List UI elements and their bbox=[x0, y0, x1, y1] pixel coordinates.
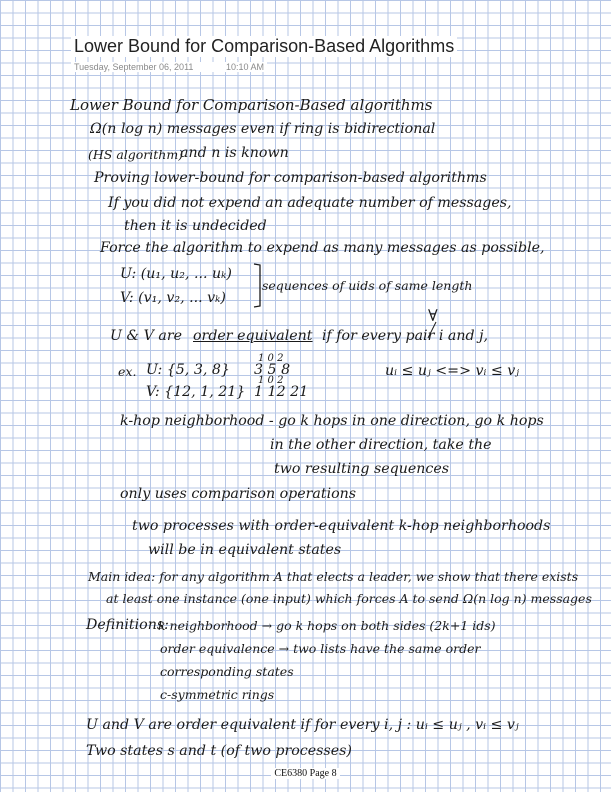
last-line-2: Two states s and t (of two processes) bbox=[86, 743, 352, 759]
note-line-3a: (HS algorithm) bbox=[88, 147, 184, 162]
example-label: ex. bbox=[118, 364, 137, 379]
page-time: 10:10 AM bbox=[225, 62, 264, 72]
definition-3: corresponding states bbox=[160, 664, 294, 679]
footer-label: CE6380 Page 8 bbox=[271, 768, 339, 779]
last-line-1: U and V are order equivalent if for every i, j : uᵢ ≤ uⱼ , vᵢ ≤ vⱼ bbox=[86, 717, 519, 733]
definition-4: c-symmetric rings bbox=[160, 687, 275, 702]
page-date: Tuesday, September 06, 2011 bbox=[74, 62, 194, 72]
v-sequence: V: (v₁, v₂, ... vₖ) bbox=[120, 290, 226, 306]
sequence-bracket bbox=[254, 264, 260, 307]
forall-arrow bbox=[428, 322, 436, 338]
khop-line-2: in the other direction, take the bbox=[270, 437, 492, 453]
order-equiv-term: order equivalent bbox=[193, 328, 313, 344]
example-u: U: {5, 3, 8} bbox=[146, 362, 230, 378]
main-idea-2: at least one instance (one input) which forces A to send Ω(n log n) messages bbox=[106, 591, 592, 606]
order-equiv-a: U & V are bbox=[110, 328, 182, 344]
definitions-label: Definitions: bbox=[86, 617, 169, 633]
note-line-6: then it is undecided bbox=[124, 218, 267, 234]
example-v-values: 1 12 21 bbox=[254, 384, 309, 400]
notes-heading: Lower Bound for Comparison-Based algorithms bbox=[70, 96, 433, 114]
khop-line-3: two resulting sequences bbox=[274, 461, 450, 477]
two-processes-2: will be in equivalent states bbox=[148, 542, 342, 558]
sequence-note: sequences of uids of same length bbox=[262, 278, 473, 293]
example-v: V: {12, 1, 21} bbox=[146, 384, 246, 400]
comparison-only: only uses comparison operations bbox=[120, 486, 357, 502]
page-footer bbox=[0, 768, 611, 779]
two-processes-1: two processes with order-equivalent k-hop neighborhoods bbox=[132, 518, 551, 534]
main-idea-1: Main idea: for any algorithm A that elects a leader, we show that there exists bbox=[88, 569, 579, 584]
order-equiv-condition: uᵢ ≤ uⱼ <=> vᵢ ≤ vⱼ bbox=[385, 363, 520, 379]
note-line-7: Force the algorithm to expend as many messages as possible, bbox=[100, 240, 545, 256]
order-equiv-b: if for every pair i and j, bbox=[322, 328, 489, 344]
forall-symbol: ∀ bbox=[428, 306, 438, 325]
example-u-index: 1 0 2 bbox=[258, 353, 284, 364]
example-u-values: 3 5 8 bbox=[254, 362, 291, 378]
note-line-4: Proving lower-bound for comparison-based algorithms bbox=[94, 170, 487, 186]
note-line-3b: and n is known bbox=[180, 145, 289, 161]
definition-1: k neighborhood → go k hops on both sides (2k+1 ids) bbox=[158, 618, 496, 633]
khop-line-1: k-hop neighborhood - go k hops in one direction, go k hops bbox=[120, 413, 544, 429]
note-line-2: Ω(n log n) messages even if ring is bidirectional bbox=[90, 121, 436, 137]
page-title: Lower Bound for Comparison-Based Algorithms bbox=[71, 36, 457, 57]
definition-2: order equivalence → two lists have the same order bbox=[160, 641, 481, 656]
u-sequence: U: (u₁, u₂, ... uₖ) bbox=[120, 266, 232, 282]
example-v-index: 1 0 2 bbox=[258, 375, 284, 386]
note-line-5: If you did not expend an adequate number of messages, bbox=[108, 195, 512, 211]
